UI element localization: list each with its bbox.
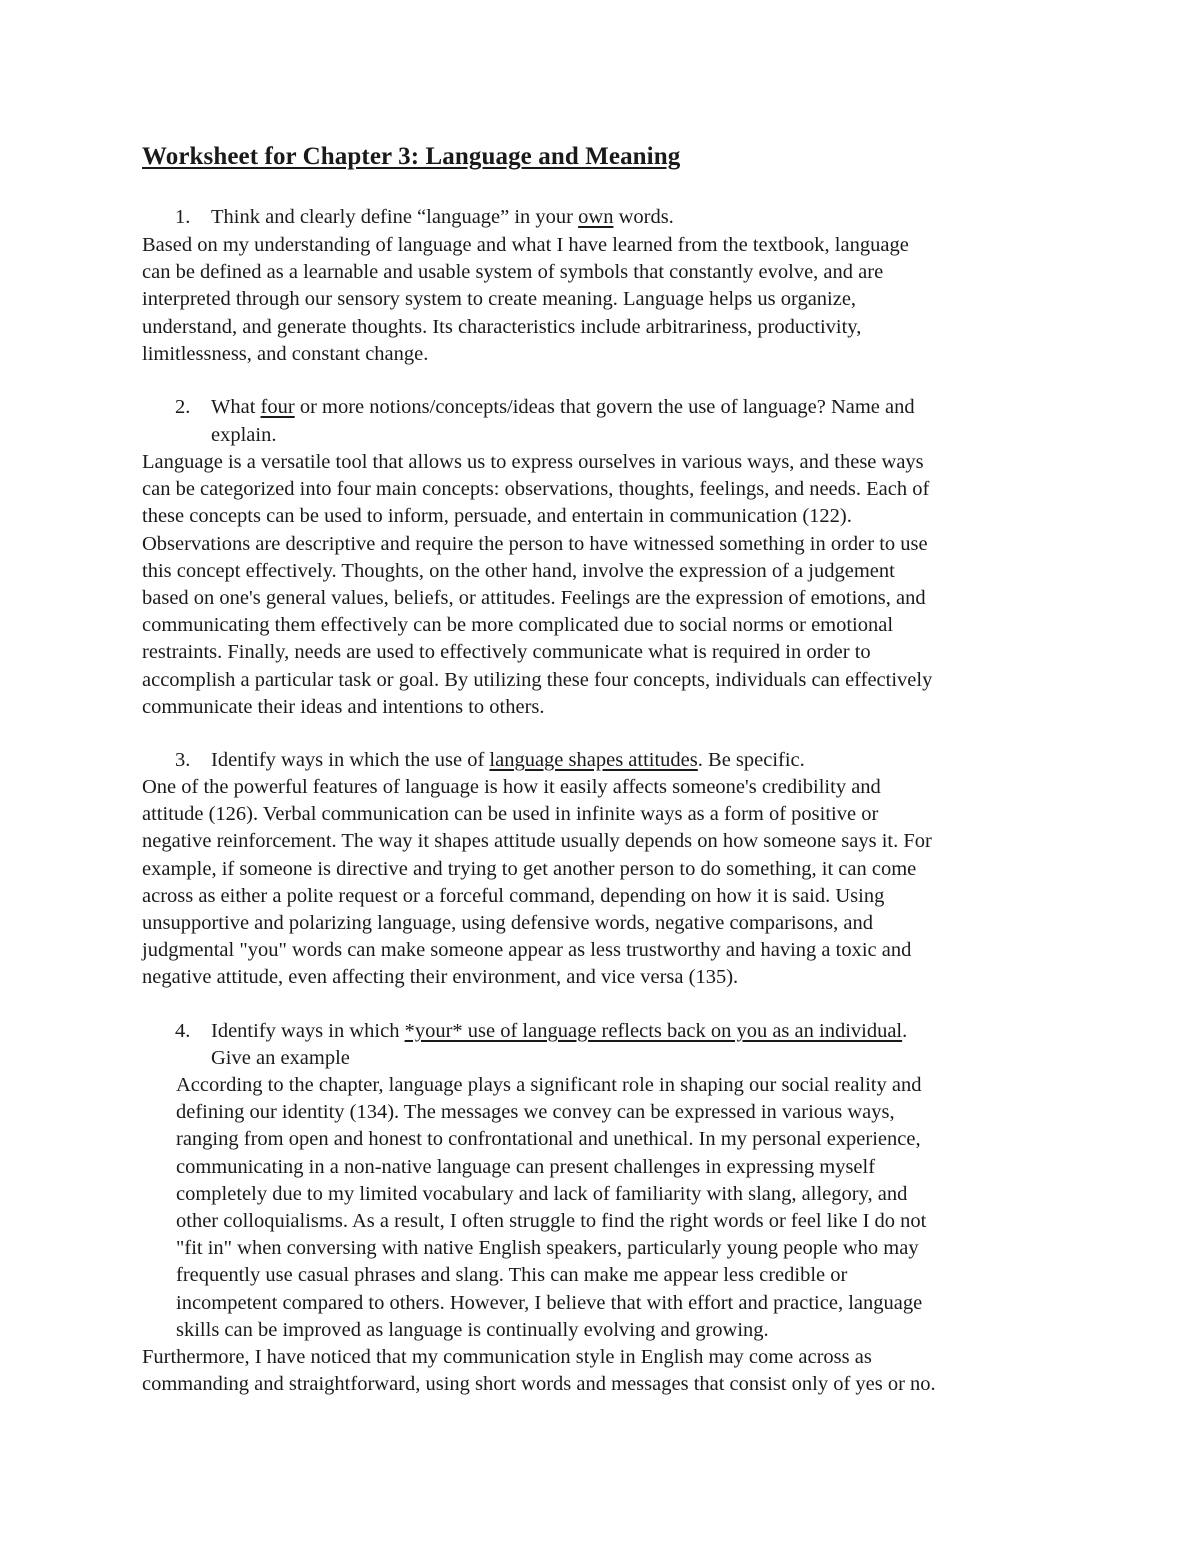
answer-line: incompetent compared to others. However, I believe that with effort and practice, language <box>176 1291 923 1314</box>
answer-line: judgmental "you" words can make someone appear as less trustworthy and having a toxic and <box>142 939 912 962</box>
answer-line: this concept effectively. Thoughts, on the other hand, involve the expression of a judgement <box>142 559 895 582</box>
question-text: or more notions/concepts/ideas that govern the use of language? Name and <box>294 396 915 418</box>
question-4 <box>175 1018 907 1045</box>
answer-line: communicate their ideas and intentions to others. <box>142 695 545 718</box>
question-text: . Be specific. <box>697 749 805 771</box>
answer-line: One of the powerful features of language is how it easily affects someone's credibility and <box>142 776 881 798</box>
question-2 <box>175 394 915 421</box>
answer-line: defining our identity (134). The messages we convey can be expressed in various ways, <box>176 1101 895 1124</box>
question-number: 2. <box>175 396 191 418</box>
answer-line: accomplish a particular task or goal. By utilizing these four concepts, individuals can effectively <box>142 668 933 691</box>
question-4-continued: Give an example <box>211 1047 350 1069</box>
answer-line: can be defined as a learnable and usable system of symbols that constantly evolve, and are <box>142 261 884 284</box>
question-text: Identify ways in which <box>211 1020 405 1042</box>
answer-line: ranging from open and honest to confrontational and unethical. In my personal experience, <box>176 1128 921 1151</box>
underlined-text: own <box>578 206 614 228</box>
answer-line: understand, and generate thoughts. Its characteristics include arbitrariness, productivity, <box>142 315 862 338</box>
answer-line: negative reinforcement. The way it shapes attitude usually depends on how someone says it. For <box>142 830 932 853</box>
answer-line: these concepts can be used to inform, persuade, and entertain in communication (122). <box>142 505 852 528</box>
answer-line: attitude (126). Verbal communication can be used in infinite ways as a form of positive or <box>142 803 879 826</box>
answer-line: across as either a polite request or a forceful command, depending on how it is said. Using <box>142 884 885 907</box>
answer-2 <box>142 449 1062 721</box>
answer-line: "fit in" when conversing with native English speakers, particularly young people who may <box>176 1237 919 1260</box>
answer-line: negative attitude, even affecting their environment, and vice versa (135). <box>142 966 739 989</box>
answer-line: frequently use casual phrases and slang. This can make me appear less credible or <box>176 1264 848 1287</box>
answer-line: completely due to my limited vocabulary and lack of familiarity with slang, allegory, and <box>176 1182 908 1205</box>
answer-line: limitlessness, and constant change. <box>142 342 429 365</box>
question-text: What <box>211 396 261 418</box>
answer-line: Furthermore, I have noticed that my communication style in English may come across as <box>142 1346 872 1368</box>
question-2-continued: explain. <box>211 424 277 446</box>
answer-line: Language is a versatile tool that allows us to express ourselves in various ways, and these ways <box>142 451 924 473</box>
answer-line: other colloquialisms. As a result, I often struggle to find the right words or feel like I do not <box>176 1210 927 1233</box>
answer-line: Based on my understanding of language and what I have learned from the textbook, language <box>142 234 909 256</box>
underlined-text: language shapes attitudes <box>489 749 698 771</box>
answer-3 <box>142 774 1062 992</box>
answer-line: skills can be improved as language is continually evolving and growing. <box>176 1318 769 1341</box>
answer-line: based on one's general values, beliefs, or attitudes. Feelings are the expression of emotions, and <box>142 587 926 610</box>
question-number: 4. <box>175 1020 191 1042</box>
answer-line: unsupportive and polarizing language, using defensive words, negative comparisons, and <box>142 912 873 935</box>
page-title: Worksheet for Chapter 3: Language and Meaning <box>142 143 681 170</box>
answer-line: can be categorized into four main concepts: observations, thoughts, feelings, and needs. Each of <box>142 478 930 501</box>
answer-line: Observations are descriptive and require the person to have witnessed something in order to use <box>142 532 928 555</box>
underlined-text: four <box>260 396 295 418</box>
answer-line: communicating in a non-native language can present challenges in expressing myself <box>176 1155 876 1178</box>
answer-line: According to the chapter, language plays a significant role in shaping our social reality and <box>176 1074 922 1096</box>
question-text: Identify ways in which the use of <box>211 749 490 771</box>
answer-line: communicating them effectively can be more complicated due to social norms or emotional <box>142 614 894 637</box>
question-3 <box>175 747 805 774</box>
question-text: . <box>902 1020 908 1042</box>
question-text: Think and clearly define “language” in your <box>211 206 579 228</box>
answer-line: restraints. Finally, needs are used to effectively communicate what is required in order to <box>142 641 871 664</box>
answer-4 <box>176 1072 1096 1344</box>
question-text: words. <box>613 206 674 228</box>
answer-line: example, if someone is directive and trying to get another person to do something, it can come <box>142 857 917 880</box>
answer-4-continued <box>142 1344 1062 1398</box>
answer-line: interpreted through our sensory system to create meaning. Language helps us organize, <box>142 288 857 311</box>
underlined-text: *your* use of language reflects back on you as an individual <box>404 1020 903 1042</box>
question-number: 3. <box>175 749 191 771</box>
answer-1 <box>142 232 1062 368</box>
question-1 <box>175 204 674 231</box>
answer-line: commanding and straightforward, using short words and messages that consist only of yes or no. <box>142 1373 936 1396</box>
question-number: 1. <box>175 206 191 228</box>
